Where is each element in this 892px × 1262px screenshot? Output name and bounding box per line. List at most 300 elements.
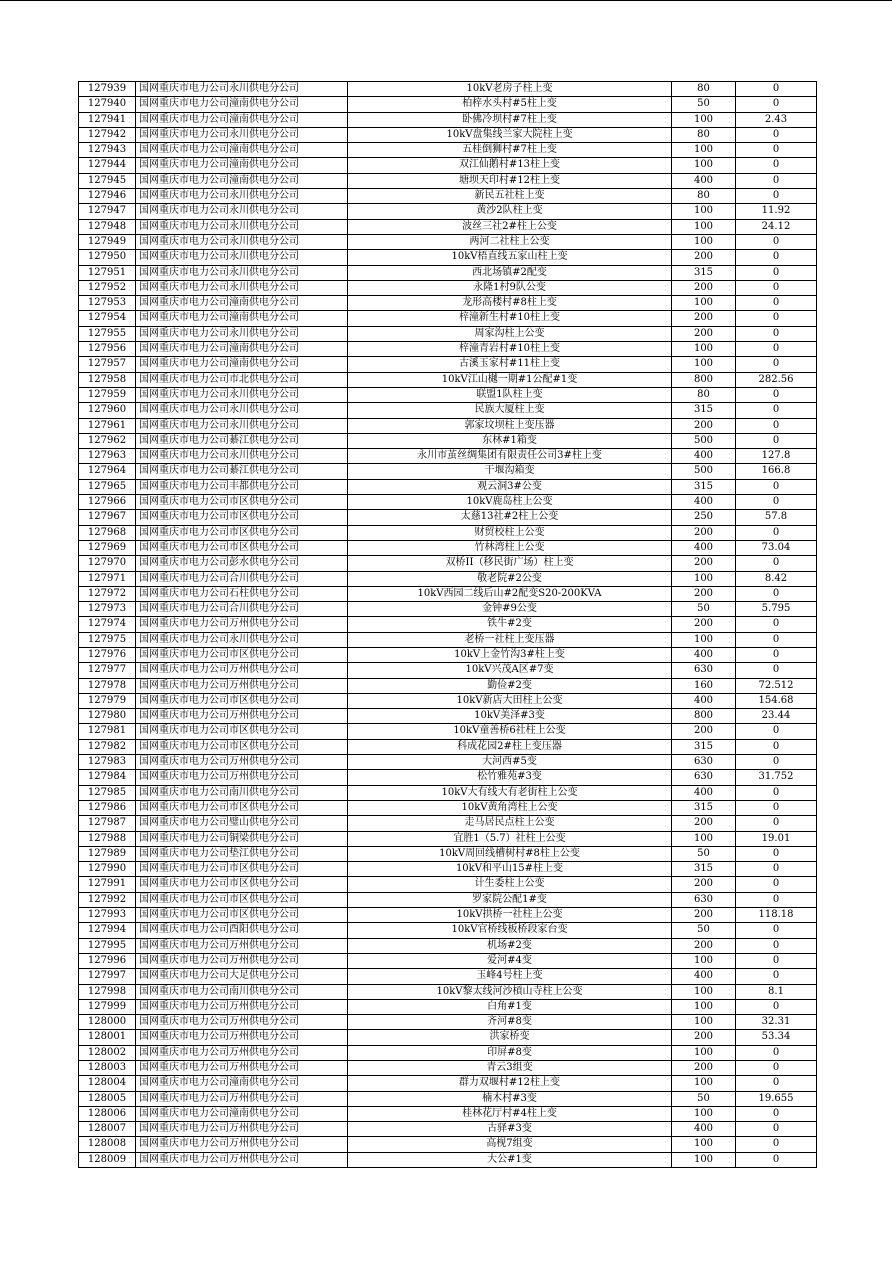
row-id-cell: 128004 — [79, 1076, 136, 1091]
table-row — [79, 495, 817, 510]
row-id-cell: 127972 — [79, 586, 136, 601]
table-row — [79, 525, 817, 540]
load-cell: 0 — [736, 296, 817, 311]
load-cell: 0 — [736, 1106, 817, 1121]
table-row — [79, 479, 817, 494]
table-row — [79, 510, 817, 525]
table-row — [79, 296, 817, 311]
capacity-cell: 630 — [672, 755, 736, 770]
table-row — [79, 127, 817, 142]
capacity-cell: 100 — [672, 1015, 736, 1030]
load-cell: 0 — [736, 357, 817, 372]
table-row — [79, 923, 817, 938]
capacity-cell: 630 — [672, 892, 736, 907]
company-cell: 国网重庆市电力公司万州供电分公司 — [136, 1061, 348, 1076]
company-cell: 国网重庆市电力公司万州供电分公司 — [136, 1045, 348, 1060]
company-cell: 国网重庆市电力公司永川供电分公司 — [136, 280, 348, 295]
transformer-name-cell: 东林#1箱变 — [348, 433, 672, 448]
capacity-cell: 80 — [672, 82, 736, 97]
capacity-cell: 50 — [672, 923, 736, 938]
row-id-cell: 127959 — [79, 387, 136, 402]
transformer-name-cell: 玉峰4号柱上变 — [348, 969, 672, 984]
load-cell: 0 — [736, 755, 817, 770]
row-id-cell: 127942 — [79, 127, 136, 142]
company-cell: 国网重庆市电力公司彭水供电分公司 — [136, 556, 348, 571]
table-row — [79, 877, 817, 892]
company-cell: 国网重庆市电力公司合川供电分公司 — [136, 602, 348, 617]
capacity-cell: 400 — [672, 173, 736, 188]
transformer-name-cell: 西北场镇#2配变 — [348, 265, 672, 280]
row-id-cell: 127947 — [79, 204, 136, 219]
load-cell: 0 — [736, 953, 817, 968]
row-id-cell: 127948 — [79, 219, 136, 234]
transformer-name-cell: 勤俭#2变 — [348, 678, 672, 693]
row-id-cell: 127981 — [79, 724, 136, 739]
load-cell: 8.42 — [736, 571, 817, 586]
table-row — [79, 1137, 817, 1152]
company-cell: 国网重庆市电力公司市区供电分公司 — [136, 908, 348, 923]
load-cell: 154.68 — [736, 693, 817, 708]
capacity-cell: 100 — [672, 357, 736, 372]
row-id-cell: 127984 — [79, 770, 136, 785]
transformer-name-cell: 桂林花厅村#4柱上变 — [348, 1106, 672, 1121]
company-cell: 国网重庆市电力公司市区供电分公司 — [136, 510, 348, 525]
load-cell: 19.655 — [736, 1091, 817, 1106]
transformer-name-cell: 郭家坟坝柱上变压器 — [348, 418, 672, 433]
load-cell: 0 — [736, 785, 817, 800]
transformer-name-cell: 科成花园2#柱上变压器 — [348, 739, 672, 754]
capacity-cell: 400 — [672, 647, 736, 662]
load-cell: 0 — [736, 525, 817, 540]
table-row — [79, 739, 817, 754]
transformer-name-cell: 铁牛#2变 — [348, 617, 672, 632]
capacity-cell: 200 — [672, 1061, 736, 1076]
table-row — [79, 82, 817, 97]
row-id-cell: 127969 — [79, 540, 136, 555]
table-row — [79, 357, 817, 372]
company-cell: 国网重庆市电力公司万州供电分公司 — [136, 999, 348, 1014]
row-id-cell: 128006 — [79, 1106, 136, 1121]
load-cell: 0 — [736, 173, 817, 188]
transformer-name-cell: 10kV周回线槽树村#8柱上公变 — [348, 846, 672, 861]
capacity-cell: 500 — [672, 464, 736, 479]
table-row — [79, 372, 817, 387]
transformer-name-cell: 10kV童善桥6社柱上公变 — [348, 724, 672, 739]
table-row — [79, 173, 817, 188]
capacity-cell: 200 — [672, 418, 736, 433]
company-cell: 国网重庆市电力公司潼南供电分公司 — [136, 112, 348, 127]
company-cell: 国网重庆市电力公司市区供电分公司 — [136, 877, 348, 892]
table-row — [79, 908, 817, 923]
table-row — [79, 556, 817, 571]
transformer-name-cell: 观云洞3#公变 — [348, 479, 672, 494]
capacity-cell: 100 — [672, 234, 736, 249]
company-cell: 国网重庆市电力公司潼南供电分公司 — [136, 311, 348, 326]
load-cell: 2.43 — [736, 112, 817, 127]
transformer-name-cell: 爱河#4变 — [348, 953, 672, 968]
transformer-name-cell: 新民五社柱上变 — [348, 189, 672, 204]
company-cell: 国网重庆市电力公司永川供电分公司 — [136, 250, 348, 265]
table-row — [79, 403, 817, 418]
capacity-cell: 400 — [672, 1122, 736, 1137]
transformer-name-cell: 民族大厦柱上变 — [348, 403, 672, 418]
transformer-name-cell: 洪家桥变 — [348, 1030, 672, 1045]
table-row — [79, 219, 817, 234]
transformer-name-cell: 周家沟柱上公变 — [348, 326, 672, 341]
capacity-cell: 800 — [672, 372, 736, 387]
row-id-cell: 127988 — [79, 831, 136, 846]
table-row — [79, 1106, 817, 1121]
load-cell: 0 — [736, 234, 817, 249]
row-id-cell: 127967 — [79, 510, 136, 525]
load-cell: 0 — [736, 403, 817, 418]
capacity-cell: 100 — [672, 1137, 736, 1152]
row-id-cell: 127954 — [79, 311, 136, 326]
company-cell: 国网重庆市电力公司市区供电分公司 — [136, 862, 348, 877]
load-cell: 0 — [736, 846, 817, 861]
capacity-cell: 100 — [672, 1152, 736, 1167]
table-row — [79, 540, 817, 555]
capacity-cell: 100 — [672, 1045, 736, 1060]
row-id-cell: 127994 — [79, 923, 136, 938]
load-cell: 0 — [736, 1045, 817, 1060]
table-row — [79, 1015, 817, 1030]
transformer-name-cell: 机场#2变 — [348, 938, 672, 953]
capacity-cell: 400 — [672, 785, 736, 800]
table-row — [79, 1076, 817, 1091]
company-cell: 国网重庆市电力公司万州供电分公司 — [136, 1030, 348, 1045]
load-cell: 0 — [736, 387, 817, 402]
table-row — [79, 1061, 817, 1076]
table-row — [79, 862, 817, 877]
load-cell: 0 — [736, 724, 817, 739]
transformer-name-cell: 高枧7组变 — [348, 1137, 672, 1152]
table-row — [79, 433, 817, 448]
capacity-cell: 100 — [672, 1106, 736, 1121]
company-cell: 国网重庆市电力公司铜梁供电分公司 — [136, 831, 348, 846]
row-id-cell: 127952 — [79, 280, 136, 295]
capacity-cell: 100 — [672, 158, 736, 173]
table-row — [79, 785, 817, 800]
transformer-name-cell: 卧佛冷坝村#7柱上变 — [348, 112, 672, 127]
row-id-cell: 127960 — [79, 403, 136, 418]
row-id-cell: 127965 — [79, 479, 136, 494]
row-id-cell: 127980 — [79, 709, 136, 724]
capacity-cell: 100 — [672, 632, 736, 647]
row-id-cell: 127997 — [79, 969, 136, 984]
row-id-cell: 127963 — [79, 449, 136, 464]
load-cell: 0 — [736, 1061, 817, 1076]
load-cell: 0 — [736, 158, 817, 173]
table-row — [79, 663, 817, 678]
table-row — [79, 831, 817, 846]
transformer-name-cell: 两河二社柱上公变 — [348, 234, 672, 249]
company-cell: 国网重庆市电力公司潼南供电分公司 — [136, 143, 348, 158]
load-cell: 19.01 — [736, 831, 817, 846]
transformer-name-cell: 10kV西园二线后山#2配变S20-200KVA — [348, 586, 672, 601]
company-cell: 国网重庆市电力公司万州供电分公司 — [136, 663, 348, 678]
transformer-name-cell: 白角#1变 — [348, 999, 672, 1014]
row-id-cell: 128002 — [79, 1045, 136, 1060]
row-id-cell: 127986 — [79, 800, 136, 815]
row-id-cell: 127962 — [79, 433, 136, 448]
capacity-cell: 100 — [672, 342, 736, 357]
capacity-cell: 630 — [672, 770, 736, 785]
table-row — [79, 632, 817, 647]
company-cell: 国网重庆市电力公司南川供电分公司 — [136, 785, 348, 800]
company-cell: 国网重庆市电力公司綦江供电分公司 — [136, 464, 348, 479]
load-cell: 0 — [736, 433, 817, 448]
company-cell: 国网重庆市电力公司万州供电分公司 — [136, 1091, 348, 1106]
transformer-name-cell: 10kV和平山15#柱上变 — [348, 862, 672, 877]
load-cell: 0 — [736, 280, 817, 295]
row-id-cell: 127966 — [79, 495, 136, 510]
capacity-cell: 200 — [672, 938, 736, 953]
load-cell: 0 — [736, 1076, 817, 1091]
load-cell: 0 — [736, 923, 817, 938]
load-cell: 0 — [736, 97, 817, 112]
row-id-cell: 127945 — [79, 173, 136, 188]
table-row — [79, 143, 817, 158]
load-cell: 0 — [736, 556, 817, 571]
table-row — [79, 158, 817, 173]
row-id-cell: 127985 — [79, 785, 136, 800]
load-cell: 0 — [736, 586, 817, 601]
transformer-name-cell: 金钟#9公变 — [348, 602, 672, 617]
company-cell: 国网重庆市电力公司潼南供电分公司 — [136, 97, 348, 112]
row-id-cell: 127987 — [79, 816, 136, 831]
company-cell: 国网重庆市电力公司万州供电分公司 — [136, 1137, 348, 1152]
transformer-name-cell: 罗家院公配1#变 — [348, 892, 672, 907]
row-id-cell: 128005 — [79, 1091, 136, 1106]
company-cell: 国网重庆市电力公司万州供电分公司 — [136, 755, 348, 770]
transformer-name-cell: 双江仙鹅村#13柱上变 — [348, 158, 672, 173]
capacity-cell: 315 — [672, 403, 736, 418]
row-id-cell: 127964 — [79, 464, 136, 479]
load-cell: 32.31 — [736, 1015, 817, 1030]
capacity-cell: 200 — [672, 877, 736, 892]
company-cell: 国网重庆市电力公司万州供电分公司 — [136, 1015, 348, 1030]
company-cell: 国网重庆市电力公司市区供电分公司 — [136, 739, 348, 754]
row-id-cell: 127968 — [79, 525, 136, 540]
company-cell: 国网重庆市电力公司璧山供电分公司 — [136, 816, 348, 831]
load-cell: 0 — [736, 495, 817, 510]
company-cell: 国网重庆市电力公司永川供电分公司 — [136, 326, 348, 341]
transformer-name-cell: 齐河#8变 — [348, 1015, 672, 1030]
capacity-cell: 100 — [672, 999, 736, 1014]
transformer-name-cell: 10kV老房子柱上变 — [348, 82, 672, 97]
company-cell: 国网重庆市电力公司潼南供电分公司 — [136, 1076, 348, 1091]
table-row — [79, 724, 817, 739]
load-cell: 31.752 — [736, 770, 817, 785]
transformer-name-cell: 群力双堰村#12柱上变 — [348, 1076, 672, 1091]
row-id-cell: 127971 — [79, 571, 136, 586]
transformer-name-cell: 大河西#5变 — [348, 755, 672, 770]
row-id-cell: 127943 — [79, 143, 136, 158]
transformer-name-cell: 10kV江山樾一期#1公配#1变 — [348, 372, 672, 387]
table-row — [79, 97, 817, 112]
company-cell: 国网重庆市电力公司垫江供电分公司 — [136, 846, 348, 861]
load-cell: 0 — [736, 1137, 817, 1152]
company-cell: 国网重庆市电力公司潼南供电分公司 — [136, 1106, 348, 1121]
page-top-border — [0, 0, 892, 1]
transformer-name-cell: 10kV官桥线板桥段家台变 — [348, 923, 672, 938]
capacity-cell: 50 — [672, 1091, 736, 1106]
row-id-cell: 127953 — [79, 296, 136, 311]
company-cell: 国网重庆市电力公司酉阳供电分公司 — [136, 923, 348, 938]
company-cell: 国网重庆市电力公司市区供电分公司 — [136, 525, 348, 540]
transformer-name-cell: 印屏#8变 — [348, 1045, 672, 1060]
row-id-cell: 127957 — [79, 357, 136, 372]
load-cell: 0 — [736, 189, 817, 204]
company-cell: 国网重庆市电力公司合川供电分公司 — [136, 571, 348, 586]
table-row — [79, 1122, 817, 1137]
company-cell: 国网重庆市电力公司永川供电分公司 — [136, 387, 348, 402]
capacity-cell: 50 — [672, 602, 736, 617]
company-cell: 国网重庆市电力公司永川供电分公司 — [136, 449, 348, 464]
load-cell: 0 — [736, 82, 817, 97]
company-cell: 国网重庆市电力公司永川供电分公司 — [136, 632, 348, 647]
load-cell: 0 — [736, 862, 817, 877]
company-cell: 国网重庆市电力公司石柱供电分公司 — [136, 586, 348, 601]
load-cell: 0 — [736, 418, 817, 433]
capacity-cell: 800 — [672, 709, 736, 724]
capacity-cell: 400 — [672, 693, 736, 708]
row-id-cell: 127976 — [79, 647, 136, 662]
capacity-cell: 200 — [672, 816, 736, 831]
row-id-cell: 127974 — [79, 617, 136, 632]
transformer-name-cell: 竹林湾柱上公变 — [348, 540, 672, 555]
table-row — [79, 418, 817, 433]
load-cell: 0 — [736, 800, 817, 815]
transformer-name-cell: 10kV梧直线五家山柱上变 — [348, 250, 672, 265]
transformer-name-cell: 古溪玉家村#11柱上变 — [348, 357, 672, 372]
table-row — [79, 755, 817, 770]
load-cell: 0 — [736, 892, 817, 907]
capacity-cell: 400 — [672, 495, 736, 510]
load-cell: 0 — [736, 127, 817, 142]
transformer-table — [78, 81, 817, 1168]
company-cell: 国网重庆市电力公司市北供电分公司 — [136, 372, 348, 387]
row-id-cell: 127958 — [79, 372, 136, 387]
capacity-cell: 80 — [672, 387, 736, 402]
transformer-name-cell: 敬老院#2公变 — [348, 571, 672, 586]
transformer-name-cell: 10kV上金竹沟3#柱上变 — [348, 647, 672, 662]
table-row — [79, 387, 817, 402]
table-row — [79, 892, 817, 907]
transformer-name-cell: 联盟1队柱上变 — [348, 387, 672, 402]
company-cell: 国网重庆市电力公司市区供电分公司 — [136, 540, 348, 555]
table-row — [79, 250, 817, 265]
row-id-cell: 127978 — [79, 678, 136, 693]
row-id-cell: 127940 — [79, 97, 136, 112]
table-row — [79, 1152, 817, 1167]
load-cell: 53.34 — [736, 1030, 817, 1045]
row-id-cell: 127961 — [79, 418, 136, 433]
load-cell: 0 — [736, 632, 817, 647]
company-cell: 国网重庆市电力公司綦江供电分公司 — [136, 433, 348, 448]
capacity-cell: 100 — [672, 204, 736, 219]
company-cell: 国网重庆市电力公司市区供电分公司 — [136, 892, 348, 907]
company-cell: 国网重庆市电力公司万州供电分公司 — [136, 953, 348, 968]
load-cell: 0 — [736, 250, 817, 265]
company-cell: 国网重庆市电力公司永川供电分公司 — [136, 127, 348, 142]
table-row — [79, 647, 817, 662]
row-id-cell: 128008 — [79, 1137, 136, 1152]
company-cell: 国网重庆市电力公司万州供电分公司 — [136, 678, 348, 693]
load-cell: 0 — [736, 1152, 817, 1167]
company-cell: 国网重庆市电力公司大足供电分公司 — [136, 969, 348, 984]
table-row — [79, 602, 817, 617]
company-cell: 国网重庆市电力公司潼南供电分公司 — [136, 357, 348, 372]
table-row — [79, 1030, 817, 1045]
transformer-name-cell: 五桂倒狮村#7柱上变 — [348, 143, 672, 158]
capacity-cell: 200 — [672, 250, 736, 265]
row-id-cell: 127956 — [79, 342, 136, 357]
transformer-name-cell: 波丝三社2#柱上公变 — [348, 219, 672, 234]
row-id-cell: 127973 — [79, 602, 136, 617]
table-row — [79, 112, 817, 127]
capacity-cell: 200 — [672, 586, 736, 601]
capacity-cell: 315 — [672, 479, 736, 494]
company-cell: 国网重庆市电力公司万州供电分公司 — [136, 770, 348, 785]
load-cell: 127.8 — [736, 449, 817, 464]
capacity-cell: 200 — [672, 556, 736, 571]
row-id-cell: 127979 — [79, 693, 136, 708]
transformer-name-cell: 梓潼新生村#10柱上变 — [348, 311, 672, 326]
load-cell: 0 — [736, 999, 817, 1014]
transformer-name-cell: 10kV兴茂A区#7变 — [348, 663, 672, 678]
load-cell: 0 — [736, 265, 817, 280]
transformer-name-cell: 计生委柱上公变 — [348, 877, 672, 892]
row-id-cell: 127944 — [79, 158, 136, 173]
table-row — [79, 969, 817, 984]
capacity-cell: 100 — [672, 219, 736, 234]
company-cell: 国网重庆市电力公司潼南供电分公司 — [136, 173, 348, 188]
row-id-cell: 127983 — [79, 755, 136, 770]
company-cell: 国网重庆市电力公司永川供电分公司 — [136, 189, 348, 204]
row-id-cell: 127993 — [79, 908, 136, 923]
load-cell: 23.44 — [736, 709, 817, 724]
table-row — [79, 678, 817, 693]
capacity-cell: 80 — [672, 127, 736, 142]
row-id-cell: 127990 — [79, 862, 136, 877]
capacity-cell: 400 — [672, 969, 736, 984]
load-cell: 0 — [736, 143, 817, 158]
capacity-cell: 200 — [672, 280, 736, 295]
capacity-cell: 315 — [672, 862, 736, 877]
transformer-name-cell: 黄沙2队柱上变 — [348, 204, 672, 219]
row-id-cell: 127992 — [79, 892, 136, 907]
transformer-name-cell: 梓潼青岩村#10柱上变 — [348, 342, 672, 357]
row-id-cell: 127950 — [79, 250, 136, 265]
table-row — [79, 1045, 817, 1060]
row-id-cell: 128009 — [79, 1152, 136, 1167]
load-cell: 0 — [736, 342, 817, 357]
row-id-cell: 127977 — [79, 663, 136, 678]
table-row — [79, 234, 817, 249]
load-cell: 5.795 — [736, 602, 817, 617]
capacity-cell: 100 — [672, 1076, 736, 1091]
load-cell: 0 — [736, 816, 817, 831]
load-cell: 0 — [736, 479, 817, 494]
capacity-cell: 200 — [672, 326, 736, 341]
table-row — [79, 189, 817, 204]
transformer-name-cell: 大公#1变 — [348, 1152, 672, 1167]
load-cell: 0 — [736, 311, 817, 326]
capacity-cell: 200 — [672, 908, 736, 923]
load-cell: 0 — [736, 647, 817, 662]
